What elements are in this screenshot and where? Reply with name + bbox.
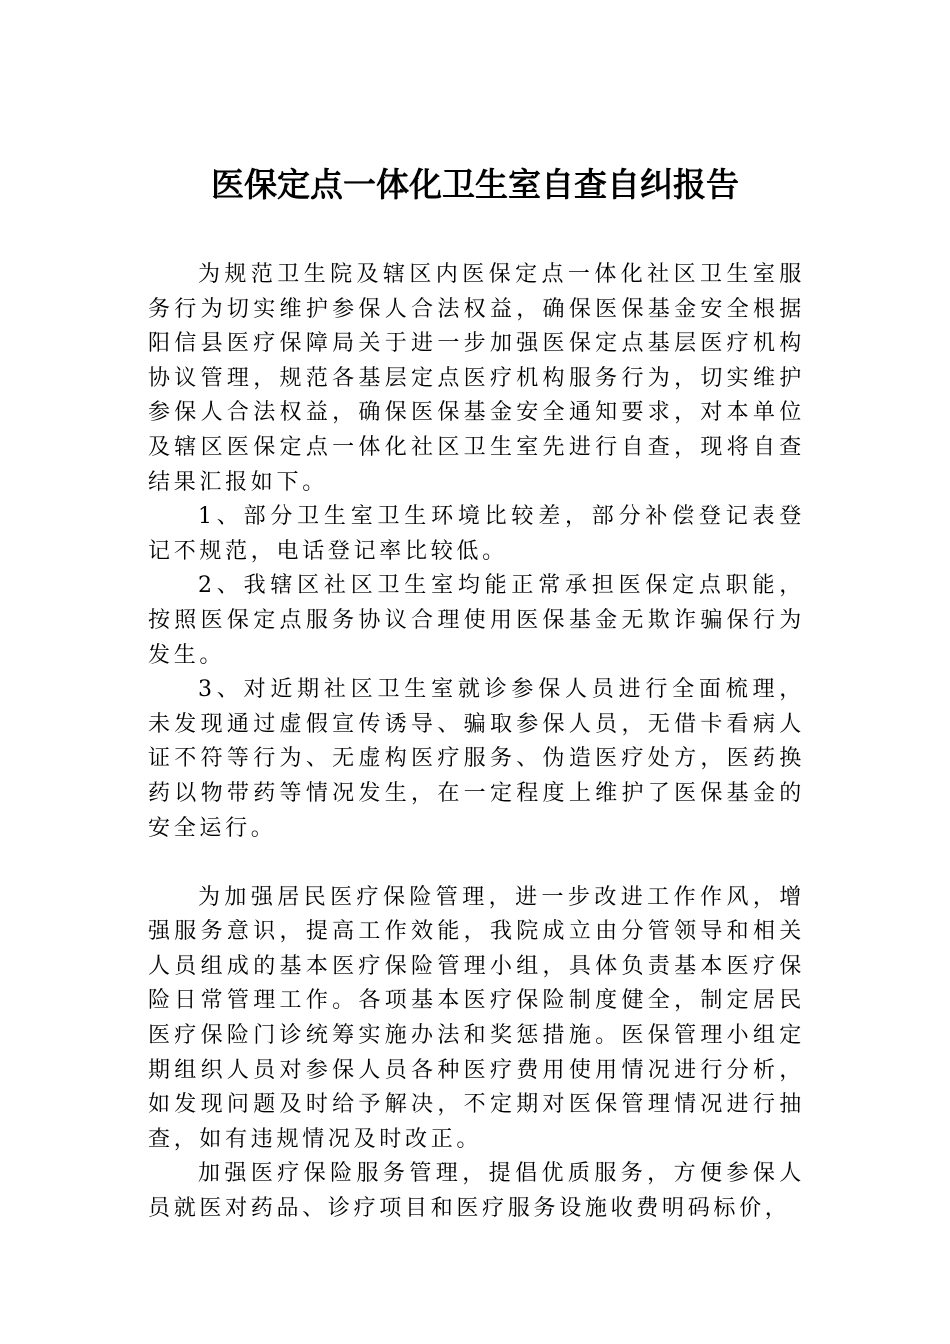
- finding-item-1: 1、部分卫生室卫生环境比较差，部分补偿登记表登记不规范，电话登记率比较低。: [148, 504, 805, 564]
- section-gap: [148, 846, 805, 881]
- document-title: 医保定点一体化卫生室自查自纠报告: [211, 165, 739, 204]
- document-body: [148, 258, 805, 1227]
- service-paragraph: 加强医疗保险服务管理，提倡优质服务，方便参保人员就医对药品、诊疗项目和医疗服务设施收费明码标价，: [148, 1161, 805, 1222]
- intro-paragraph: 为规范卫生院及辖区内医保定点一体化社区卫生室服务行为切实维护参保人合法权益，确保医保基金安全根据阳信县医疗保障局关于进一步加强医保定点基层医疗机构协议管理，规范各基层定点医疗机构服务行为，切实维护参保人合法权益，确保医保基金安全通知要求，对本单位及辖区医保定点一体化社区卫生室先进行自查，现将自查结果汇报如下。: [148, 262, 805, 495]
- finding-item-2: 2、我辖区社区卫生室均能正常承担医保定点职能，按照医保定点服务协议合理使用医保基金无欺诈骗保行为发生。: [148, 573, 805, 668]
- management-paragraph: 为加强居民医疗保险管理，进一步改进工作作风，增强服务意识，提高工作效能，我院成立由分管领导和相关人员组成的基本医疗保险管理小组，具体负责基本医疗保险日常管理工作。各项基本医疗保险制度健全，制定居民医疗保险门诊统筹实施办法和奖惩措施。医保管理小组定期组织人员对参保人员各种医疗费用使用情况进行分析，如发现问题及时给予解决，不定期对医保管理情况进行抽查，如有违规情况及时改正。: [148, 884, 805, 1152]
- finding-item-3: 3、对近期社区卫生室就诊参保人员进行全面梳理，未发现通过虚假宣传诱导、骗取参保人员，无借卡看病人证不符等行为、无虚构医疗服务、伪造医疗处方，医药换药以物带药等情况发生，在一定程度上维护了医保基金的安全运行。: [148, 677, 805, 841]
